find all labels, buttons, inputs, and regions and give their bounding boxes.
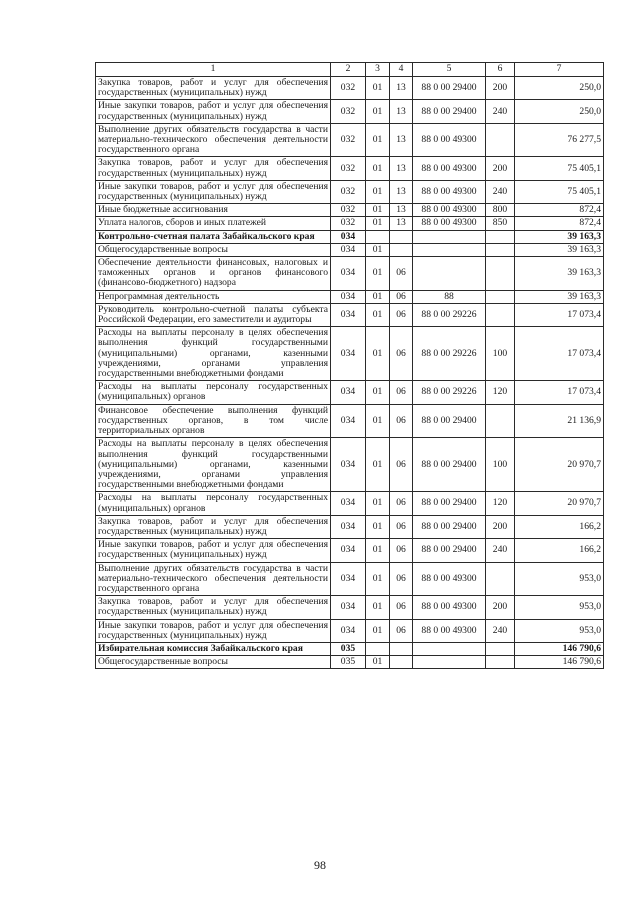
row-subsection-cell: 06: [390, 492, 413, 515]
row-subsection-cell: 06: [390, 290, 413, 303]
row-target-article-cell: 88 0 00 49300: [413, 619, 486, 642]
row-ved-cell: 032: [331, 77, 366, 100]
row-target-article-cell: [413, 656, 486, 669]
row-subsection-cell: 13: [390, 77, 413, 100]
row-section-cell: 01: [366, 327, 390, 381]
row-expense-type-cell: 240: [486, 100, 515, 123]
row-subsection-cell: 06: [390, 515, 413, 538]
row-subsection-cell: 06: [390, 404, 413, 438]
row-subsection-cell: [390, 642, 413, 655]
table-row: [96, 515, 604, 538]
row-section-cell: [366, 642, 390, 655]
row-target-article-cell: 88 0 00 29400: [413, 515, 486, 538]
row-name-cell: Избирательная комиссия Забайкальского края: [96, 642, 331, 655]
budget-table-sheet: [95, 62, 603, 669]
row-section-cell: 01: [366, 123, 390, 157]
row-target-article-cell: 88 0 00 49300: [413, 596, 486, 619]
row-ved-cell: 032: [331, 100, 366, 123]
row-ved-cell: 034: [331, 290, 366, 303]
row-expense-type-cell: 200: [486, 596, 515, 619]
row-subsection-cell: 13: [390, 217, 413, 230]
row-section-cell: 01: [366, 217, 390, 230]
row-target-article-cell: 88 0 00 29400: [413, 539, 486, 562]
row-target-article-cell: 88 0 00 49300: [413, 123, 486, 157]
row-amount-cell: 20 970,7: [515, 492, 604, 515]
row-target-article-cell: 88 0 00 49300: [413, 562, 486, 596]
table-row: [96, 492, 604, 515]
row-ved-cell: 034: [331, 327, 366, 381]
row-target-article-cell: [413, 243, 486, 256]
row-subsection-cell: 13: [390, 180, 413, 203]
row-expense-type-cell: 120: [486, 492, 515, 515]
row-section-cell: 01: [366, 404, 390, 438]
row-ved-cell: 034: [331, 257, 366, 291]
row-target-article-cell: [413, 257, 486, 291]
header-col-2: 2: [331, 63, 366, 77]
table-row: [96, 77, 604, 100]
row-ved-cell: 032: [331, 217, 366, 230]
row-name-cell: Контрольно-счетная палата Забайкальского края: [96, 230, 331, 243]
row-target-article-cell: 88 0 00 29400: [413, 404, 486, 438]
row-expense-type-cell: 240: [486, 180, 515, 203]
row-section-cell: 01: [366, 257, 390, 291]
row-name-cell: Руководитель контрольно-счетной палаты субъекта Российской Федерации, его заместители и аудиторы: [96, 303, 331, 326]
row-target-article-cell: [413, 642, 486, 655]
table-row: [96, 642, 604, 655]
row-target-article-cell: 88 0 00 29400: [413, 438, 486, 492]
row-section-cell: 01: [366, 619, 390, 642]
table-row: [96, 327, 604, 381]
row-name-cell: Иные закупки товаров, работ и услуг для обеспечения государственных (муниципальных) нужд: [96, 180, 331, 203]
row-expense-type-cell: [486, 303, 515, 326]
header-col-4: 4: [390, 63, 413, 77]
row-expense-type-cell: [486, 290, 515, 303]
row-ved-cell: 034: [331, 492, 366, 515]
row-name-cell: Иные бюджетные ассигнования: [96, 204, 331, 217]
row-expense-type-cell: 800: [486, 204, 515, 217]
row-section-cell: 01: [366, 100, 390, 123]
row-ved-cell: 034: [331, 619, 366, 642]
row-name-cell: Уплата налогов, сборов и иных платежей: [96, 217, 331, 230]
row-name-cell: Выполнение других обязательств государства в части материально-технического обеспечения деятельности государственного органа: [96, 123, 331, 157]
row-expense-type-cell: 100: [486, 327, 515, 381]
row-ved-cell: 034: [331, 515, 366, 538]
row-amount-cell: 953,0: [515, 619, 604, 642]
row-amount-cell: 146 790,6: [515, 642, 604, 655]
row-amount-cell: 39 163,3: [515, 290, 604, 303]
row-ved-cell: 034: [331, 230, 366, 243]
row-section-cell: 01: [366, 204, 390, 217]
row-subsection-cell: 13: [390, 100, 413, 123]
row-amount-cell: 76 277,5: [515, 123, 604, 157]
row-expense-type-cell: [486, 656, 515, 669]
row-ved-cell: 034: [331, 381, 366, 404]
row-name-cell: Расходы на выплаты персоналу в целях обеспечения выполнения функций государственными (муниципальными) органами, казенными учреждениями, органами управления государственными внебюджетными фондами: [96, 438, 331, 492]
header-row: [96, 63, 604, 77]
row-section-cell: 01: [366, 492, 390, 515]
row-section-cell: 01: [366, 303, 390, 326]
table-row: [96, 257, 604, 291]
budget-table: [95, 62, 604, 669]
table-row: [96, 438, 604, 492]
row-section-cell: 01: [366, 562, 390, 596]
row-section-cell: 01: [366, 180, 390, 203]
header-col-3: 3: [366, 63, 390, 77]
row-section-cell: [366, 230, 390, 243]
row-section-cell: 01: [366, 656, 390, 669]
row-section-cell: 01: [366, 596, 390, 619]
row-target-article-cell: 88: [413, 290, 486, 303]
row-ved-cell: 032: [331, 123, 366, 157]
row-ved-cell: 034: [331, 438, 366, 492]
table-row: [96, 290, 604, 303]
row-expense-type-cell: 200: [486, 157, 515, 180]
row-subsection-cell: 06: [390, 562, 413, 596]
row-target-article-cell: 88 0 00 29226: [413, 381, 486, 404]
row-amount-cell: 21 136,9: [515, 404, 604, 438]
row-expense-type-cell: 200: [486, 77, 515, 100]
row-amount-cell: 250,0: [515, 77, 604, 100]
row-amount-cell: 17 073,4: [515, 303, 604, 326]
header-col-7: 7: [515, 63, 604, 77]
row-ved-cell: 032: [331, 157, 366, 180]
row-expense-type-cell: [486, 243, 515, 256]
row-amount-cell: 166,2: [515, 539, 604, 562]
row-target-article-cell: [413, 230, 486, 243]
row-ved-cell: 035: [331, 656, 366, 669]
row-target-article-cell: 88 0 00 49300: [413, 180, 486, 203]
row-name-cell: Расходы на выплаты персоналу государственных (муниципальных) органов: [96, 381, 331, 404]
row-expense-type-cell: [486, 257, 515, 291]
row-ved-cell: 034: [331, 303, 366, 326]
table-row: [96, 619, 604, 642]
row-target-article-cell: 88 0 00 29400: [413, 492, 486, 515]
row-expense-type-cell: 120: [486, 381, 515, 404]
row-subsection-cell: 06: [390, 257, 413, 291]
table-row: [96, 381, 604, 404]
row-amount-cell: 20 970,7: [515, 438, 604, 492]
row-amount-cell: 166,2: [515, 515, 604, 538]
row-amount-cell: 75 405,1: [515, 157, 604, 180]
row-name-cell: Общегосударственные вопросы: [96, 656, 331, 669]
row-expense-type-cell: 240: [486, 619, 515, 642]
row-ved-cell: 034: [331, 539, 366, 562]
row-subsection-cell: 06: [390, 596, 413, 619]
row-expense-type-cell: 100: [486, 438, 515, 492]
row-name-cell: Общегосударственные вопросы: [96, 243, 331, 256]
row-name-cell: Выполнение других обязательств государства в части материально-технического обеспечения деятельности государственного органа: [96, 562, 331, 596]
row-name-cell: Непрограммная деятельность: [96, 290, 331, 303]
row-target-article-cell: 88 0 00 29400: [413, 77, 486, 100]
row-amount-cell: 146 790,6: [515, 656, 604, 669]
table-row: [96, 656, 604, 669]
table-row: [96, 303, 604, 326]
row-ved-cell: 034: [331, 596, 366, 619]
table-row: [96, 180, 604, 203]
row-amount-cell: 17 073,4: [515, 327, 604, 381]
row-name-cell: Закупка товаров, работ и услуг для обеспечения государственных (муниципальных) нужд: [96, 77, 331, 100]
row-amount-cell: 39 163,3: [515, 230, 604, 243]
header-col-1: 1: [96, 63, 331, 77]
row-amount-cell: 39 163,3: [515, 243, 604, 256]
row-ved-cell: 035: [331, 642, 366, 655]
header-col-5: 5: [413, 63, 486, 77]
row-amount-cell: 39 163,3: [515, 257, 604, 291]
row-name-cell: Обеспечение деятельности финансовых, налоговых и таможенных органов и органов финансового (финансово-бюджетного) надзора: [96, 257, 331, 291]
row-section-cell: 01: [366, 157, 390, 180]
row-name-cell: Расходы на выплаты персоналу государственных (муниципальных) органов: [96, 492, 331, 515]
table-body: [96, 77, 604, 669]
row-target-article-cell: 88 0 00 49300: [413, 217, 486, 230]
row-expense-type-cell: [486, 123, 515, 157]
row-amount-cell: 75 405,1: [515, 180, 604, 203]
row-expense-type-cell: [486, 404, 515, 438]
row-ved-cell: 032: [331, 204, 366, 217]
row-amount-cell: 250,0: [515, 100, 604, 123]
row-name-cell: Закупка товаров, работ и услуг для обеспечения государственных (муниципальных) нужд: [96, 157, 331, 180]
row-section-cell: 01: [366, 438, 390, 492]
row-name-cell: Иные закупки товаров, работ и услуг для обеспечения государственных (муниципальных) нужд: [96, 619, 331, 642]
page-number: 98: [314, 858, 326, 872]
row-subsection-cell: [390, 656, 413, 669]
table-row: [96, 596, 604, 619]
row-target-article-cell: 88 0 00 49300: [413, 204, 486, 217]
header-col-6: 6: [486, 63, 515, 77]
row-section-cell: 01: [366, 539, 390, 562]
row-amount-cell: 953,0: [515, 562, 604, 596]
row-expense-type-cell: 850: [486, 217, 515, 230]
row-target-article-cell: 88 0 00 29400: [413, 100, 486, 123]
table-row: [96, 100, 604, 123]
row-ved-cell: 032: [331, 180, 366, 203]
row-subsection-cell: 13: [390, 157, 413, 180]
table-row: [96, 157, 604, 180]
row-ved-cell: 034: [331, 404, 366, 438]
row-expense-type-cell: [486, 642, 515, 655]
row-amount-cell: 17 073,4: [515, 381, 604, 404]
row-ved-cell: 034: [331, 562, 366, 596]
row-expense-type-cell: 200: [486, 515, 515, 538]
row-name-cell: Иные закупки товаров, работ и услуг для обеспечения государственных (муниципальных) нужд: [96, 539, 331, 562]
row-subsection-cell: 13: [390, 123, 413, 157]
table-row: [96, 562, 604, 596]
table-row: [96, 217, 604, 230]
row-amount-cell: 872,4: [515, 204, 604, 217]
table-row: [96, 243, 604, 256]
row-name-cell: Закупка товаров, работ и услуг для обеспечения государственных (муниципальных) нужд: [96, 596, 331, 619]
row-expense-type-cell: [486, 562, 515, 596]
row-section-cell: 01: [366, 243, 390, 256]
row-subsection-cell: 06: [390, 381, 413, 404]
row-amount-cell: 872,4: [515, 217, 604, 230]
table-row: [96, 123, 604, 157]
row-target-article-cell: 88 0 00 49300: [413, 157, 486, 180]
row-amount-cell: 953,0: [515, 596, 604, 619]
row-expense-type-cell: [486, 230, 515, 243]
table-row: [96, 404, 604, 438]
table-row: [96, 204, 604, 217]
row-subsection-cell: 06: [390, 619, 413, 642]
row-target-article-cell: 88 0 00 29226: [413, 327, 486, 381]
row-name-cell: Финансовое обеспечение выполнения функций государственных органов, в том числе территориальных органов: [96, 404, 331, 438]
table-row: [96, 539, 604, 562]
row-section-cell: 01: [366, 515, 390, 538]
row-name-cell: Иные закупки товаров, работ и услуг для обеспечения государственных (муниципальных) нужд: [96, 100, 331, 123]
row-subsection-cell: [390, 243, 413, 256]
row-name-cell: Расходы на выплаты персоналу в целях обеспечения выполнения функций государственными (муниципальными) органами, казенными учреждениями, органами управления государственными внебюджетными фондами: [96, 327, 331, 381]
table-row: [96, 230, 604, 243]
row-subsection-cell: [390, 230, 413, 243]
row-subsection-cell: 06: [390, 539, 413, 562]
row-section-cell: 01: [366, 77, 390, 100]
row-subsection-cell: 06: [390, 438, 413, 492]
row-expense-type-cell: 240: [486, 539, 515, 562]
row-subsection-cell: 13: [390, 204, 413, 217]
row-subsection-cell: 06: [390, 303, 413, 326]
row-subsection-cell: 06: [390, 327, 413, 381]
row-section-cell: 01: [366, 381, 390, 404]
row-target-article-cell: 88 0 00 29226: [413, 303, 486, 326]
row-section-cell: 01: [366, 290, 390, 303]
row-name-cell: Закупка товаров, работ и услуг для обеспечения государственных (муниципальных) нужд: [96, 515, 331, 538]
row-ved-cell: 034: [331, 243, 366, 256]
